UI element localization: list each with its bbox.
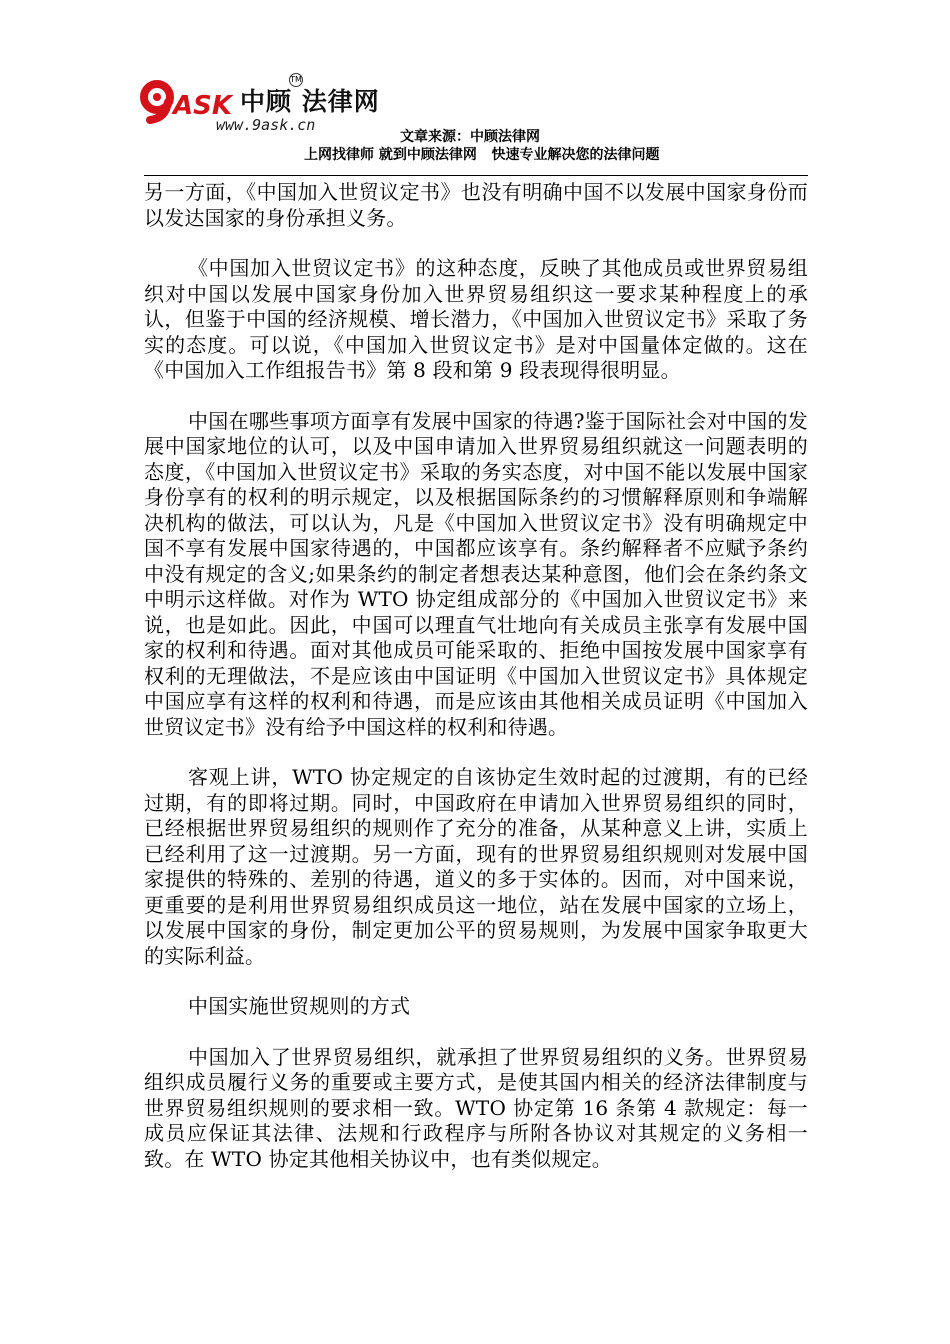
paragraph: 《中国加入世贸议定书》的这种态度，反映了其他成员或世界贸易组织对中国以发展中国家身份加入世界贸易组织这一要求某种程度上的承认，但鉴于中国的经济规模、增长潜力，《中国加入世贸议定书》采取了务实的态度。可以说，《中国加入世贸议定书》是对中国量体定做的。这在《中国加入工作组报告书》第 8 段和第 9 段表现得很明显。 <box>144 256 808 382</box>
svg-text:ASK: ASK <box>173 91 232 121</box>
site-tagline: 上网找律师 就到中顾法律网 快速专业解决您的法律问题 <box>304 147 660 163</box>
article-body <box>144 180 808 1197</box>
site-logo[interactable] <box>140 76 390 136</box>
paragraph: 中国加入了世界贸易组织，就承担了世界贸易组织的义务。世界贸易组织成员履行义务的重要或主要方式，是使其国内相关的经济法律制度与世界贸易组织规则的要求相一致。WTO 协定第 16 条第 4 款规定：每一成员应保证其法律、法规和行政程序与所附各协议对其规定的义务相一致。在 WTO 协定其他相关协议中，也有类似规定。 <box>144 1044 808 1171</box>
header-divider <box>144 175 808 176</box>
paragraph: 中国在哪些事项方面享有发展中国家的待遇?鉴于国际社会对中国的发展中国家地位的认可，以及中国申请加入世界贸易组织就这一问题表明的态度，《中国加入世贸议定书》采取的务实态度，对中国不能以发展中国家身份享有的权利的明示规定，以及根据国际条约的习惯解释原则和争端解决机构的做法，可以认为，凡是《中国加入世贸议定书》没有明确规定中国不享有发展中国家待遇的，中国都应该享有。条约解释者不应赋予条约中没有规定的含义;如果条约的制定者想表达某种意图，他们会在条约条文中明示这样做。对作为 WTO 协定组成部分的《中国加入世贸议定书》来说，也是如此。因此，中国可以理直气壮地向有关成员主张享有发展中国家的权利和待遇。面对其他成员可能采取的、拒绝中国按发展中国家享有权利的无理做法，不是应该由中国证明《中国加入世贸议定书》具体规定中国应享有这样的权利和待遇，而是应该由其他相关成员证明《中国加入世贸议定书》没有给予中国这样的权利和待遇。 <box>144 408 808 739</box>
section-heading: 中国实施世贸规则的方式 <box>188 994 411 1018</box>
article-source: 文章来源：中顾法律网 <box>400 129 540 145</box>
paragraph: 另一方面，《中国加入世贸议定书》也没有明确中国不以发展中国家身份而以发达国家的身份承担义务。 <box>144 180 808 230</box>
paragraph: 客观上讲，WTO 协定规定的自该协定生效时起的过渡期，有的已经过期，有的即将过期。同时，中国政府在申请加入世界贸易组织的同时，已经根据世界贸易组织的规则作了充分的准备，从某种意义上讲，实质上已经利用了这一过渡期。另一方面，现有的世界贸易组织规则对发展中国家提供的特殊的、差别的待遇，道义的多于实体的。因而，对中国来说，更重要的是利用世界贸易组织成员这一地位，站在发展中国家的立场上，以发展中国家的身份，制定更加公平的贸易规则，为发展中国家争取更大的实际利益。 <box>144 765 808 968</box>
logo-brand-name: 中顾 法律网 <box>240 87 380 116</box>
trademark-badge: TM <box>289 73 303 87</box>
logo-url[interactable]: www.9ask.cn <box>216 116 316 134</box>
